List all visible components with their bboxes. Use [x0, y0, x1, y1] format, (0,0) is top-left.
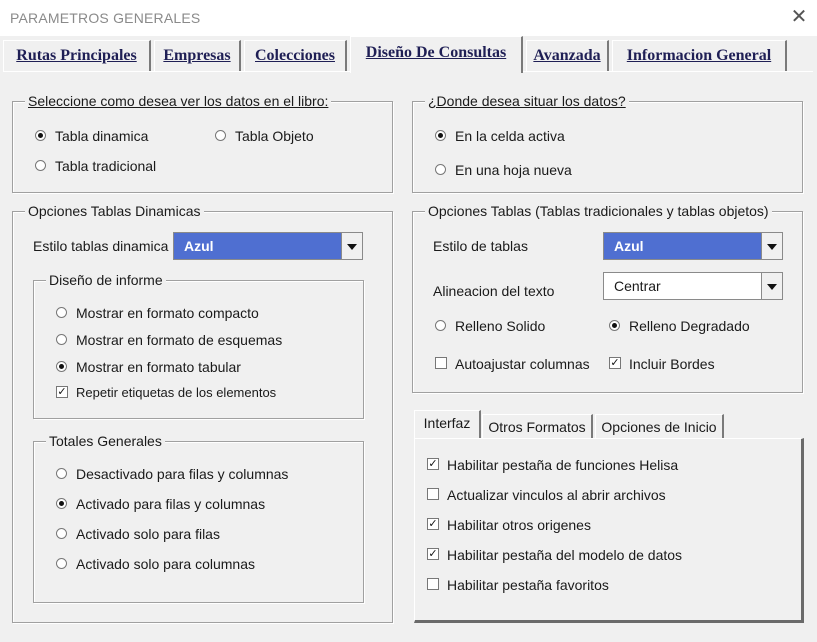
radio-label: Mostrar en formato de esquemas: [76, 332, 283, 348]
totales-generales-frame: [33, 433, 364, 603]
radio-label: Relleno Solido: [455, 318, 546, 334]
radio-label: Activado solo para filas: [76, 526, 220, 542]
radio-button[interactable]: [215, 130, 226, 141]
checkbox[interactable]: ✓: [57, 386, 67, 398]
interfaz-panel: [414, 438, 804, 623]
subtab-interfaz[interactable]: Interfaz: [414, 410, 481, 439]
tab-informacion-general[interactable]: Informacion General: [612, 40, 787, 71]
radio-label: Relleno Degradado: [629, 318, 750, 334]
radio-button[interactable]: [56, 528, 67, 539]
tablas-dinamicas-legend: Opciones Tablas Dinamicas: [25, 203, 204, 219]
tab-rutas-principales[interactable]: Rutas Principales: [3, 40, 151, 71]
situar-datos-frame: [412, 93, 803, 193]
radio-button[interactable]: [56, 334, 67, 345]
select-value: Centrar: [614, 278, 661, 294]
opciones-tablas-legend: Opciones Tablas (Tablas tradicionales y tablas objetos): [425, 203, 772, 219]
opciones-tablas-frame: [412, 203, 803, 393]
checkbox-label: Habilitar pestaña de funciones Helisa: [447, 457, 679, 473]
radio-button[interactable]: [435, 320, 446, 331]
checkbox-label: Habilitar pestaña favoritos: [447, 577, 609, 593]
radio-label: Desactivado para filas y columnas: [76, 466, 289, 482]
select-value: Azul: [184, 238, 214, 254]
radio-label: Tabla tradicional: [55, 158, 157, 174]
checkbox[interactable]: [427, 578, 439, 590]
radio-label: En la celda activa: [455, 128, 565, 144]
ver-datos-legend: Seleccione como desea ver los datos en el libro:: [25, 93, 331, 109]
estilo-tablas-label: Estilo de tablas: [433, 238, 528, 254]
checkbox-label: Autoajustar columnas: [455, 356, 590, 372]
tab-diseno-de-consultas[interactable]: Diseño De Consultas: [350, 36, 523, 73]
radio-button[interactable]: [609, 320, 620, 331]
close-icon[interactable]: ✕: [790, 6, 808, 28]
checkbox-label: Habilitar pestaña del modelo de datos: [447, 547, 683, 563]
radio-button[interactable]: [56, 468, 67, 479]
alineacion-select[interactable]: [603, 272, 783, 300]
radio-label: Activado solo para columnas: [76, 556, 255, 572]
radio-button[interactable]: [35, 130, 46, 141]
chevron-down-icon[interactable]: [761, 273, 782, 299]
chevron-down-icon[interactable]: [341, 233, 362, 259]
checkbox-label: Actualizar vinculos al abrir archivos: [447, 487, 666, 503]
subtab-otros-formatos[interactable]: Otros Formatos: [482, 414, 593, 439]
subtab-opciones-inicio[interactable]: Opciones de Inicio: [595, 414, 724, 439]
estilo-tablas-dinamica-label: Estilo tablas dinamica: [33, 238, 169, 254]
estilo-tablas-dinamica-select[interactable]: [173, 232, 363, 260]
checkbox[interactable]: [427, 488, 439, 500]
sub-tabs: [414, 414, 804, 438]
checkbox-label: Incluir Bordes: [629, 356, 715, 372]
diseno-informe-frame: [33, 272, 364, 419]
checkbox[interactable]: [435, 357, 447, 369]
estilo-tablas-select[interactable]: [603, 232, 783, 260]
radio-label: En una hoja nueva: [455, 162, 572, 178]
radio-button[interactable]: [435, 130, 446, 141]
radio-button[interactable]: [56, 361, 67, 372]
radio-button[interactable]: [56, 558, 67, 569]
checkbox[interactable]: ✓: [428, 458, 438, 470]
totales-generales-legend: Totales Generales: [46, 433, 165, 449]
radio-label: Mostrar en formato compacto: [76, 305, 259, 321]
radio-label: Tabla dinamica: [55, 128, 149, 144]
diseno-informe-legend: Diseño de informe: [46, 272, 166, 288]
window-title: PARAMETROS GENERALES: [10, 10, 201, 26]
situar-datos-legend: ¿Donde desea situar los datos?: [425, 93, 629, 109]
radio-button[interactable]: [56, 498, 67, 509]
radio-label: Tabla Objeto: [235, 128, 314, 144]
radio-label: Activado para filas y columnas: [76, 496, 266, 512]
radio-label: Mostrar en formato tabular: [76, 359, 241, 375]
select-value: Azul: [614, 238, 644, 254]
tablas-dinamicas-frame: [12, 203, 393, 623]
checkbox-label: Repetir etiquetas de los elementos: [76, 385, 277, 400]
ver-datos-frame: [12, 93, 393, 193]
title-bar: [0, 0, 817, 36]
tab-colecciones[interactable]: Colecciones: [244, 40, 347, 71]
radio-button[interactable]: [56, 307, 67, 318]
radio-button[interactable]: [435, 164, 446, 175]
tab-avanzada[interactable]: Avanzada: [526, 40, 609, 71]
alineacion-label: Alineacion del texto: [433, 283, 555, 299]
chevron-down-icon[interactable]: [761, 233, 782, 259]
checkbox[interactable]: ✓: [428, 548, 438, 560]
radio-button[interactable]: [35, 160, 46, 171]
checkbox[interactable]: ✓: [610, 357, 620, 369]
tab-empresas[interactable]: Empresas: [154, 40, 241, 71]
checkbox-label: Habilitar otros origenes: [447, 517, 591, 533]
checkbox[interactable]: ✓: [428, 518, 438, 530]
